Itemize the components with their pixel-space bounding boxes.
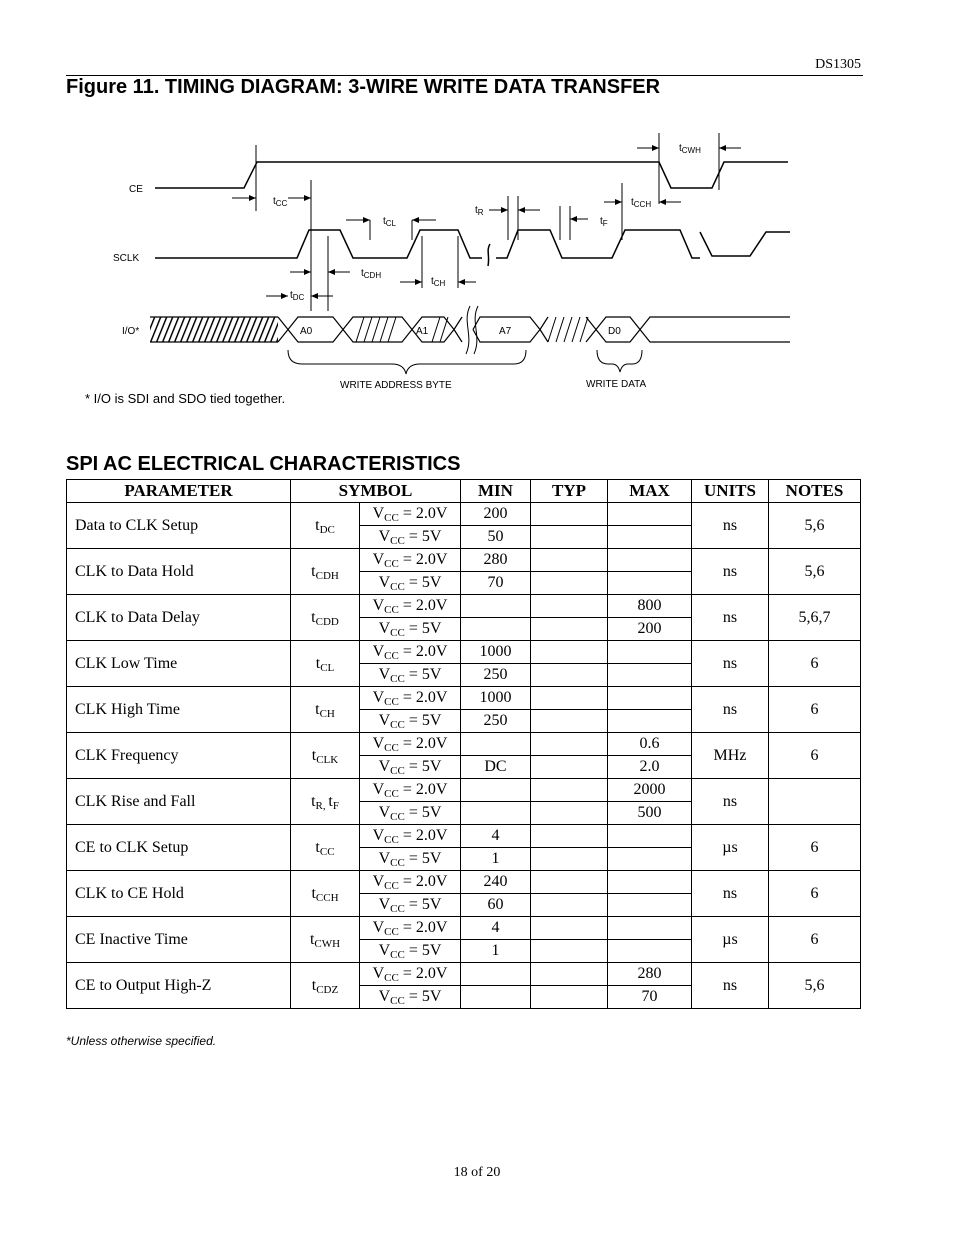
table-title: SPI AC ELECTRICAL CHARACTERISTICS — [66, 453, 461, 475]
brace-data — [597, 350, 642, 372]
min-value — [461, 595, 531, 618]
label-tf: $t_F$ — [600, 216, 608, 228]
condition-vcc-2v: $V_{CC} = 2.0V$ — [360, 733, 461, 756]
typ-value — [531, 779, 608, 802]
min-value: 70 — [461, 572, 531, 595]
typ-value — [531, 503, 608, 526]
table-row — [67, 503, 861, 526]
min-value: DC — [461, 756, 531, 779]
notes — [769, 779, 861, 825]
condition-vcc-2v: $V_{CC} = 2.0V$ — [360, 641, 461, 664]
typ-value — [531, 986, 608, 1009]
figure-title: Figure 11. TIMING DIAGRAM: 3-WIRE WRITE DATA TRANSFER — [66, 76, 661, 98]
condition-vcc-5v: $V_{CC} = 5V$ — [360, 986, 461, 1009]
max-value: 2.0 — [608, 756, 692, 779]
max-value — [608, 710, 692, 733]
condition-vcc-2v: $V_{CC} = 2.0V$ — [360, 549, 461, 572]
max-value — [608, 572, 692, 595]
bit-a0: A0 — [300, 326, 313, 337]
units: ns — [692, 503, 769, 549]
typ-value — [531, 618, 608, 641]
condition-vcc-2v: $V_{CC} = 2.0V$ — [360, 917, 461, 940]
typ-value — [531, 572, 608, 595]
param-symbol: $t_{CWH}$ — [291, 917, 360, 963]
bit-d0: D0 — [608, 326, 621, 337]
condition-vcc-5v: $V_{CC} = 5V$ — [360, 526, 461, 549]
units: ns — [692, 871, 769, 917]
table-row — [67, 779, 861, 802]
table-row — [67, 871, 861, 894]
typ-value — [531, 825, 608, 848]
header-parameter: PARAMETER — [67, 480, 291, 503]
param-symbol: $t_{CL}$ — [291, 641, 360, 687]
max-value — [608, 664, 692, 687]
notes: 5,6 — [769, 963, 861, 1009]
max-value: 70 — [608, 986, 692, 1009]
max-value — [608, 848, 692, 871]
param-symbol: $t_{CDH}$ — [291, 549, 360, 595]
notes: 6 — [769, 917, 861, 963]
param-symbol: $t_{CCH}$ — [291, 871, 360, 917]
notes: 5,6 — [769, 549, 861, 595]
label-write-address-byte: WRITE ADDRESS BYTE — [340, 380, 452, 391]
typ-value — [531, 687, 608, 710]
notes: 6 — [769, 871, 861, 917]
units: ns — [692, 687, 769, 733]
min-value: 4 — [461, 917, 531, 940]
units: ns — [692, 549, 769, 595]
notes: 6 — [769, 825, 861, 871]
typ-value — [531, 802, 608, 825]
units: µs — [692, 825, 769, 871]
param-name: Data to CLK Setup — [67, 503, 291, 549]
min-value — [461, 986, 531, 1009]
min-value: 200 — [461, 503, 531, 526]
header-max: MAX — [608, 480, 692, 503]
condition-vcc-5v: $V_{CC} = 5V$ — [360, 572, 461, 595]
min-value: 1000 — [461, 641, 531, 664]
label-tcc: $t_{CC}$ — [273, 196, 288, 208]
min-value: 4 — [461, 825, 531, 848]
param-name: CLK to CE Hold — [67, 871, 291, 917]
max-value — [608, 894, 692, 917]
page-number: 18 of 20 — [453, 1165, 501, 1180]
units: µs — [692, 917, 769, 963]
param-symbol: $t_{CLK}$ — [291, 733, 360, 779]
max-value — [608, 871, 692, 894]
min-value: 280 — [461, 549, 531, 572]
table-row — [67, 963, 861, 986]
typ-value — [531, 733, 608, 756]
min-value: 1 — [461, 940, 531, 963]
max-value — [608, 687, 692, 710]
max-value: 200 — [608, 618, 692, 641]
label-tdc: $t_{DC}$ — [290, 290, 305, 302]
typ-value — [531, 641, 608, 664]
table-footnote: *Unless otherwise specified. — [66, 1034, 217, 1048]
max-value: 2000 — [608, 779, 692, 802]
param-symbol: $t_{CH}$ — [291, 687, 360, 733]
min-value: 250 — [461, 710, 531, 733]
min-value: 1 — [461, 848, 531, 871]
table-row — [67, 641, 861, 664]
units: MHz — [692, 733, 769, 779]
condition-vcc-5v: $V_{CC} = 5V$ — [360, 664, 461, 687]
param-name: CE Inactive Time — [67, 917, 291, 963]
condition-vcc-5v: $V_{CC} = 5V$ — [360, 894, 461, 917]
max-value — [608, 526, 692, 549]
typ-value — [531, 664, 608, 687]
table-row — [67, 733, 861, 756]
min-value: 240 — [461, 871, 531, 894]
param-name: CLK High Time — [67, 687, 291, 733]
table-row — [67, 687, 861, 710]
param-symbol: $t_{CDD}$ — [291, 595, 360, 641]
units: ns — [692, 963, 769, 1009]
param-symbol: $t_{CDZ}$ — [291, 963, 360, 1009]
param-name: CLK to Data Hold — [67, 549, 291, 595]
header-typ: TYP — [531, 480, 608, 503]
typ-value — [531, 917, 608, 940]
header-min: MIN — [461, 480, 531, 503]
condition-vcc-5v: $V_{CC} = 5V$ — [360, 940, 461, 963]
brace-address — [288, 350, 526, 374]
max-value — [608, 503, 692, 526]
max-value — [608, 549, 692, 572]
table-row — [67, 825, 861, 848]
max-value — [608, 917, 692, 940]
units: ns — [692, 641, 769, 687]
notes: 6 — [769, 641, 861, 687]
units: ns — [692, 595, 769, 641]
notes: 5,6 — [769, 503, 861, 549]
header-units: UNITS — [692, 480, 769, 503]
max-value — [608, 940, 692, 963]
condition-vcc-2v: $V_{CC} = 2.0V$ — [360, 825, 461, 848]
param-symbol: $t_{R,}$ $t_F$ — [291, 779, 360, 825]
document-id: DS1305 — [815, 57, 861, 72]
signal-label-ce: CE — [129, 184, 143, 195]
condition-vcc-2v: $V_{CC} = 2.0V$ — [360, 595, 461, 618]
table-row — [67, 595, 861, 618]
typ-value — [531, 894, 608, 917]
condition-vcc-5v: $V_{CC} = 5V$ — [360, 710, 461, 733]
spi-ac-characteristics-table — [66, 479, 861, 1009]
min-value — [461, 733, 531, 756]
condition-vcc-2v: $V_{CC} = 2.0V$ — [360, 871, 461, 894]
min-value: 1000 — [461, 687, 531, 710]
max-value: 800 — [608, 595, 692, 618]
table-row — [67, 917, 861, 940]
io-bus — [150, 306, 790, 354]
sclk-waveform — [155, 230, 790, 266]
condition-vcc-2v: $V_{CC} = 2.0V$ — [360, 963, 461, 986]
param-name: CLK Rise and Fall — [67, 779, 291, 825]
condition-vcc-5v: $V_{CC} = 5V$ — [360, 848, 461, 871]
condition-vcc-5v: $V_{CC} = 5V$ — [360, 618, 461, 641]
max-value — [608, 825, 692, 848]
typ-value — [531, 940, 608, 963]
condition-vcc-2v: $V_{CC} = 2.0V$ — [360, 779, 461, 802]
typ-value — [531, 710, 608, 733]
min-value: 60 — [461, 894, 531, 917]
param-name: CLK Frequency — [67, 733, 291, 779]
min-value — [461, 618, 531, 641]
table-row — [67, 549, 861, 572]
typ-value — [531, 526, 608, 549]
condition-vcc-2v: $V_{CC} = 2.0V$ — [360, 503, 461, 526]
timing-diagram — [0, 0, 954, 420]
header-symbol: SYMBOL — [291, 480, 461, 503]
min-value: 50 — [461, 526, 531, 549]
label-tr: $t_R$ — [475, 205, 484, 217]
param-name: CLK to Data Delay — [67, 595, 291, 641]
condition-vcc-5v: $V_{CC} = 5V$ — [360, 756, 461, 779]
max-value: 280 — [608, 963, 692, 986]
min-value — [461, 779, 531, 802]
notes: 6 — [769, 687, 861, 733]
min-value — [461, 802, 531, 825]
header-notes: NOTES — [769, 480, 861, 503]
min-value: 250 — [461, 664, 531, 687]
label-tch: $t_{CH}$ — [431, 276, 446, 288]
typ-value — [531, 963, 608, 986]
ce-waveform — [155, 162, 788, 188]
label-tcch: $t_{CCH}$ — [631, 197, 652, 209]
label-tcdh: $t_{CDH}$ — [361, 268, 382, 280]
signal-label-sclk: SCLK — [113, 253, 140, 264]
condition-vcc-2v: $V_{CC} = 2.0V$ — [360, 687, 461, 710]
param-name: CLK Low Time — [67, 641, 291, 687]
max-value — [608, 641, 692, 664]
condition-vcc-5v: $V_{CC} = 5V$ — [360, 802, 461, 825]
notes: 5,6,7 — [769, 595, 861, 641]
label-tcl: $t_{CL}$ — [383, 216, 397, 228]
typ-value — [531, 848, 608, 871]
param-symbol: $t_{DC}$ — [291, 503, 360, 549]
typ-value — [531, 595, 608, 618]
param-name: CE to Output High-Z — [67, 963, 291, 1009]
units: ns — [692, 779, 769, 825]
notes: 6 — [769, 733, 861, 779]
label-tcwh: $t_{CWH}$ — [679, 143, 701, 155]
typ-value — [531, 871, 608, 894]
max-value: 500 — [608, 802, 692, 825]
typ-value — [531, 549, 608, 572]
label-write-data: WRITE DATA — [586, 379, 647, 390]
max-value: 0.6 — [608, 733, 692, 756]
bit-a1: A1 — [416, 326, 429, 337]
signal-label-io: I/O* — [122, 326, 140, 337]
figure-footnote: * I/O is SDI and SDO tied together. — [85, 391, 286, 406]
param-name: CE to CLK Setup — [67, 825, 291, 871]
table-header-row — [67, 480, 861, 503]
bit-a7: A7 — [499, 326, 512, 337]
param-symbol: $t_{CC}$ — [291, 825, 360, 871]
min-value — [461, 963, 531, 986]
typ-value — [531, 756, 608, 779]
